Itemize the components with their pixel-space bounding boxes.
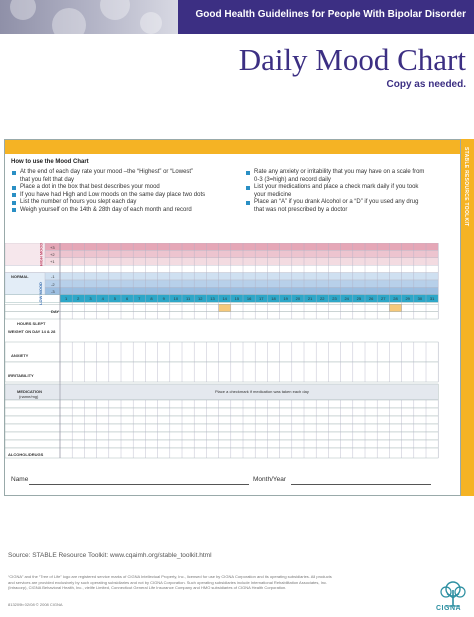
mood-level-label: +3	[50, 244, 55, 250]
banner-photo	[0, 0, 178, 34]
day-number: 20	[295, 296, 301, 302]
side-tab-label: STABLE RESOURCE TOOLKIT	[463, 147, 469, 227]
day-number: 10	[173, 296, 179, 302]
day-number: 30	[417, 296, 423, 302]
instruction-item: At the end of each day rate your mood –the “Highest” or “Lowest”	[11, 169, 241, 177]
day-number: 2	[77, 296, 80, 302]
cigna-wordmark: CIGNA	[436, 605, 462, 612]
mood-level-label: -1	[51, 274, 55, 280]
day-number: 6	[125, 296, 129, 302]
name-label: Name	[11, 476, 29, 483]
day-number: 23	[332, 296, 337, 302]
day-number: 11	[186, 296, 191, 302]
day-number: 1	[64, 296, 68, 302]
low-mood-row	[5, 280, 438, 287]
instruction-item: 0-3 (3=high) and record daily	[254, 176, 331, 183]
day-number: 7	[138, 296, 141, 302]
medication-row	[5, 424, 438, 432]
day-number: 15	[234, 296, 240, 302]
low-mood-row	[5, 287, 438, 294]
alcohol-drugs-label: ALCOHOL/DRUGS	[8, 452, 44, 457]
day-number: 24	[344, 296, 349, 302]
day-number: 29	[405, 296, 410, 302]
instruction-item: List your medications and place a check mark daily if you took	[245, 184, 460, 192]
high-mood-label: HIGH MOOD	[38, 242, 44, 267]
high-mood-row	[5, 243, 438, 250]
day-number: 17	[259, 296, 264, 302]
high-mood-row	[5, 258, 438, 265]
normal-label: NORMAL	[11, 274, 29, 279]
irritability-label: IRRITABILITY	[8, 373, 34, 378]
day-number: 27	[381, 296, 386, 302]
mood-chart-box	[4, 139, 461, 496]
day-number: 25	[356, 296, 362, 302]
medication-note: Place a checkmark if medication was taken each day	[215, 389, 309, 394]
normal-row	[5, 265, 438, 272]
instruction-item: that was not prescribed by a doctor	[254, 206, 348, 213]
legal-line: (Intracorp), CIGNA Behavioral Health, Inc., vielife Limited, Connecticut General Life Insurance Company and HMO subsidiaries of CIGNA Health Corporation.	[8, 585, 287, 590]
source-line: Source: STABLE Resource Toolkit: www.cqaimh.org/stable_toolkit.html	[8, 552, 212, 559]
banner-bar	[178, 0, 474, 34]
document-code: 813209b 02/08 © 2008 CIGNA	[8, 602, 63, 607]
high-mood-row	[5, 250, 438, 257]
medication-row	[5, 416, 438, 424]
medication-row	[5, 440, 438, 448]
month-year-field[interactable]	[291, 484, 431, 485]
weight-day-28-highlight	[389, 304, 401, 311]
instructions-title: How to use the Mood Chart	[11, 159, 89, 165]
legal-line: and services are provided exclusively by such operating subsidiaries and not by CIGNA Corporation. Such operating subsidiaries include International Rehabilitation Associates, Inc.	[8, 579, 328, 585]
day-number: 8	[150, 296, 153, 302]
day-number: 21	[307, 296, 313, 302]
day-number: 19	[283, 296, 288, 302]
instruction-item: List the number of hours you slept each day	[11, 199, 241, 207]
medication-row	[5, 408, 438, 416]
medication-label: MEDICATION	[17, 389, 43, 394]
mood-grid-lines	[5, 243, 460, 483]
anxiety-label: ANXIETY	[11, 353, 29, 358]
day-number: 18	[271, 296, 276, 302]
day-number: 31	[429, 296, 435, 302]
day-number: 12	[198, 296, 203, 302]
medication-sublabel: (name/mg)	[19, 394, 39, 399]
instruction-item: your medicine	[254, 191, 292, 198]
low-mood-row	[5, 273, 438, 280]
day-number: 13	[210, 296, 215, 302]
hours-slept-label: HOURS SLEPT	[17, 321, 46, 326]
day-number: 5	[113, 296, 116, 302]
instruction-item: Place an “A” if you drank Alcohol or a “D” if you used any drug	[245, 199, 460, 207]
medication-row	[5, 432, 438, 440]
page-subtitle: Copy as needed.	[386, 79, 466, 90]
legal-line: “CIGNA” and the “Tree of Life” logo are registered service marks of CIGNA Intellectual Property, Inc., licensed for use by CIGNA Corporation and its operating subsidiaries. All products	[8, 574, 332, 579]
instructions-right	[245, 169, 460, 214]
chart-header-bar	[5, 140, 460, 154]
month-year-label: Month/Year	[253, 476, 287, 483]
day-number: 9	[162, 296, 165, 302]
day-number: 26	[368, 296, 374, 302]
day-number: 16	[246, 296, 252, 302]
day-number: 14	[222, 296, 227, 302]
weight-row	[5, 312, 438, 319]
banner-title: Good Health Guidelines for People With Bipolar Disorder	[195, 9, 466, 20]
medication-row	[5, 400, 438, 408]
day-number: 28	[393, 296, 398, 302]
mood-level-label: -2	[51, 281, 55, 287]
day-number: 22	[320, 296, 325, 302]
instructions-left	[11, 169, 241, 214]
instruction-item: Rate any anxiety or irritability that you may have on a scale from	[245, 169, 460, 177]
low-mood-label: LOW MOOD	[37, 282, 43, 305]
instruction-item: that you felt that day	[20, 176, 75, 183]
mood-level-label: +1	[50, 259, 55, 265]
instruction-item: If you have had High and Low moods on the same day place two dots	[11, 192, 241, 200]
weight-day-14-highlight	[219, 304, 231, 311]
legal-text	[8, 574, 378, 591]
alcohol-drugs-row	[5, 448, 438, 458]
side-tab	[461, 139, 474, 496]
day-number: 3	[89, 296, 92, 302]
mood-level-label: +2	[50, 251, 55, 257]
day-label: DAY	[51, 309, 60, 314]
mood-level-label: -3	[51, 288, 55, 294]
irritability-row	[5, 362, 438, 382]
weight-label: WEIGHT ON DAY 14 & 28	[8, 329, 56, 334]
name-field[interactable]	[29, 484, 249, 485]
day-number: 4	[101, 296, 104, 302]
anxiety-row	[5, 342, 438, 362]
top-banner	[0, 0, 474, 34]
page-title: Daily Mood Chart	[238, 42, 466, 77]
instruction-item: Weigh yourself on the 14th & 28th day of each month and record	[11, 207, 241, 215]
instruction-item: Place a dot in the box that best describes your mood	[11, 184, 241, 192]
